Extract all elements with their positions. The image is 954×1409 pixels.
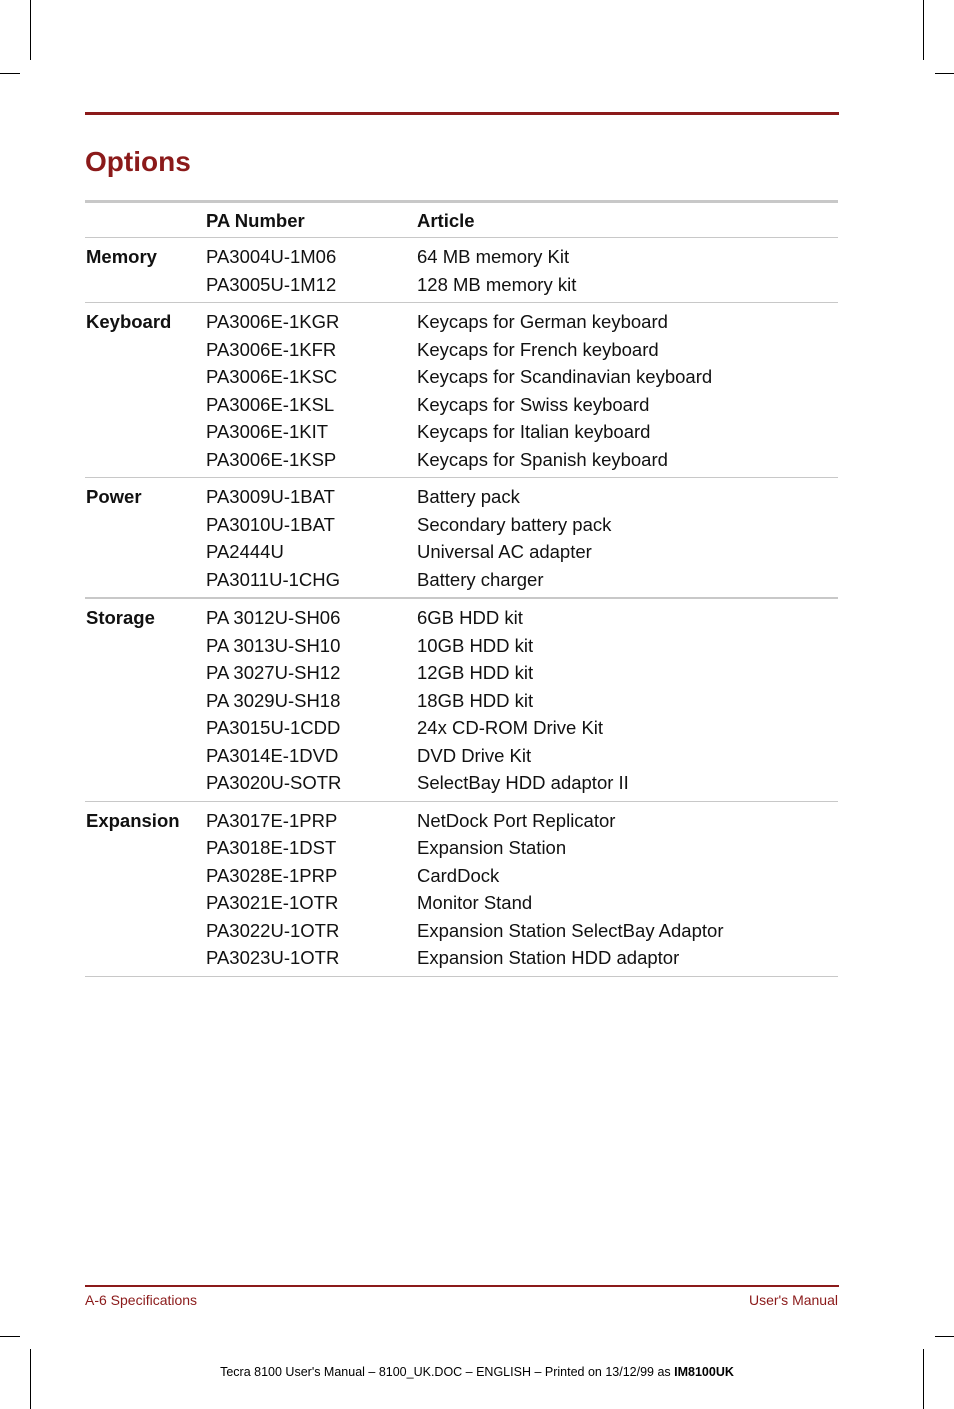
article-cell: Expansion Station xyxy=(417,837,567,858)
table-row xyxy=(85,632,838,660)
crop-mark xyxy=(0,1336,20,1337)
footer-section: A-6 Specifications xyxy=(85,1292,198,1308)
article-cell: Battery charger xyxy=(417,568,544,590)
table-row xyxy=(85,889,838,917)
table-row xyxy=(85,336,838,364)
article-cell: Keycaps for German keyboard xyxy=(417,311,668,332)
table-row xyxy=(85,418,838,446)
article-cell: Keycaps for Italian keyboard xyxy=(417,421,651,442)
pa-number-cell: PA3010U-1BAT xyxy=(206,513,335,535)
table-row xyxy=(85,834,838,862)
options-table xyxy=(85,200,838,977)
footer-manual: User's Manual xyxy=(748,1292,838,1308)
article-cell: 18GB HDD kit xyxy=(417,689,534,711)
article-cell: NetDock Port Replicator xyxy=(417,809,616,831)
table-group xyxy=(85,303,838,478)
table-row xyxy=(85,687,838,715)
article-cell: 10GB HDD kit xyxy=(417,634,534,656)
table-row xyxy=(85,604,838,632)
article-cell: Expansion Station SelectBay Adaptor xyxy=(417,919,724,941)
pa-number-cell: PA2444U xyxy=(206,541,284,562)
table-group xyxy=(85,238,838,303)
table-row xyxy=(85,308,838,336)
table-row xyxy=(85,511,838,539)
crop-mark xyxy=(30,1349,31,1409)
table-row xyxy=(85,742,838,770)
table-row xyxy=(85,446,838,474)
article-cell: 6GB HDD kit xyxy=(417,607,523,628)
crop-mark xyxy=(923,1349,924,1409)
crop-mark xyxy=(30,0,31,60)
article-cell: 64 MB memory Kit xyxy=(417,246,570,267)
pa-number-cell: PA3006E-1KIT xyxy=(206,421,329,442)
pa-number-cell: PA3011U-1CHG xyxy=(206,568,341,590)
category-label: Power xyxy=(86,486,142,507)
pa-number-header: PA Number xyxy=(206,210,305,231)
table-row xyxy=(85,714,838,742)
pa-number-cell: PA3006E-1KGR xyxy=(206,311,340,332)
category-label: Storage xyxy=(86,607,155,628)
footer-rule xyxy=(85,1285,839,1287)
header-rule xyxy=(85,112,839,115)
pa-number-cell: PA3023U-1OTR xyxy=(206,947,340,968)
crop-mark xyxy=(935,1336,954,1337)
page-title: Options xyxy=(85,146,191,177)
table-row xyxy=(85,769,838,797)
article-cell: Universal AC adapter xyxy=(417,541,592,562)
article-cell: Expansion Station HDD adaptor xyxy=(417,947,680,968)
table-row xyxy=(85,483,838,511)
pa-number-cell: PA3021E-1OTR xyxy=(206,892,339,913)
category-label: Memory xyxy=(86,246,157,267)
crop-mark xyxy=(0,73,20,74)
pa-number-cell: PA3020U-SOTR xyxy=(206,772,342,793)
table-row xyxy=(85,566,838,594)
article-cell: Monitor Stand xyxy=(417,892,533,913)
table-row xyxy=(85,271,838,299)
pa-number-cell: PA3017E-1PRP xyxy=(206,809,338,831)
table-row xyxy=(85,243,838,271)
pa-number-cell: PA3006E-1KFR xyxy=(206,338,337,360)
pa-number-cell: PA 3013U-SH10 xyxy=(206,634,341,656)
table-row xyxy=(85,807,838,835)
pa-number-cell: PA 3029U-SH18 xyxy=(206,689,341,711)
table-group xyxy=(85,802,838,977)
article-cell: 12GB HDD kit xyxy=(417,662,534,683)
pa-number-cell: PA3009U-1BAT xyxy=(206,486,335,507)
pa-number-cell: PA 3027U-SH12 xyxy=(206,662,341,683)
article-header: Article xyxy=(417,210,475,231)
crop-mark xyxy=(935,73,954,74)
pa-number-cell: PA3014E-1DVD xyxy=(206,744,339,766)
article-cell: 24x CD-ROM Drive Kit xyxy=(417,717,604,738)
table-row xyxy=(85,917,838,945)
pa-number-cell: PA3006E-1KSP xyxy=(206,448,337,470)
table-body xyxy=(85,238,838,977)
table-row xyxy=(85,391,838,419)
article-cell: Keycaps for Swiss keyboard xyxy=(417,393,650,415)
pa-number-cell: PA3015U-1CDD xyxy=(206,717,341,738)
article-cell: Keycaps for French keyboard xyxy=(417,338,659,360)
pa-number-cell: PA3022U-1OTR xyxy=(206,919,340,941)
article-cell: Keycaps for Scandinavian keyboard xyxy=(417,366,713,387)
article-cell: Battery pack xyxy=(417,486,520,507)
pa-number-cell: PA3018E-1DST xyxy=(206,837,337,858)
article-cell: DVD Drive Kit xyxy=(417,744,532,766)
article-cell: 128 MB memory kit xyxy=(417,273,577,295)
table-group xyxy=(85,478,838,599)
article-cell: CardDock xyxy=(417,864,500,886)
article-cell: Secondary battery pack xyxy=(417,513,612,535)
pa-number-cell: PA3005U-1M12 xyxy=(206,273,337,295)
pa-number-cell: PA3028E-1PRP xyxy=(206,864,338,886)
pa-number-cell: PA3006E-1KSL xyxy=(206,393,335,415)
print-line xyxy=(0,1365,954,1379)
table-row xyxy=(85,944,838,972)
pa-number-cell: PA3006E-1KSC xyxy=(206,366,338,387)
table-row xyxy=(85,538,838,566)
print-text: Tecra 8100 User's Manual – 8100_UK.DOC – ENGLISH – Printed on 13/12/99 as xyxy=(220,1365,675,1379)
print-code: IM8100UK xyxy=(674,1365,734,1379)
table-row xyxy=(85,659,838,687)
pa-number-cell: PA 3012U-SH06 xyxy=(206,607,341,628)
article-cell: Keycaps for Spanish keyboard xyxy=(417,448,668,470)
crop-mark xyxy=(923,0,924,60)
table-group xyxy=(85,599,838,802)
table-header xyxy=(85,200,838,238)
pa-number-cell: PA3004U-1M06 xyxy=(206,246,337,267)
category-label: Keyboard xyxy=(86,311,172,332)
table-row xyxy=(85,363,838,391)
article-cell: SelectBay HDD adaptor II xyxy=(417,772,629,793)
category-label: Expansion xyxy=(86,809,180,831)
table-row xyxy=(85,862,838,890)
